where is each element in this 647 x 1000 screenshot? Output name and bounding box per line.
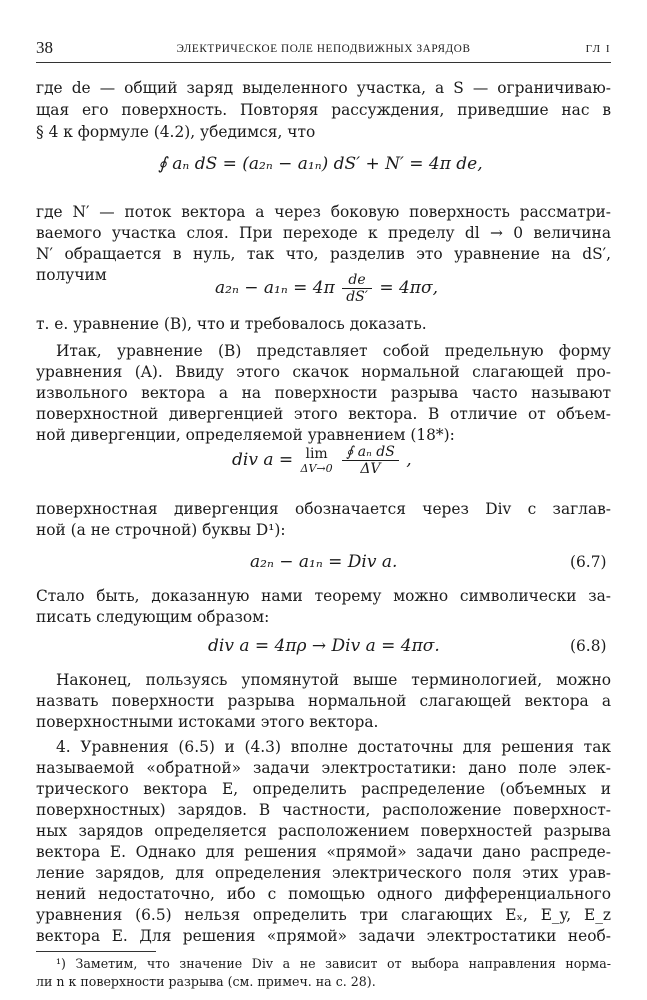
text-line: ваемого участка слоя. При переходе к пределу dl → 0 величина: [36, 224, 611, 242]
text-line: ных зарядов определяется расположением поверхностей разрыва: [36, 822, 611, 840]
equation-jump: [215, 272, 438, 305]
text-line: ной (а не строчной) буквы D¹):: [36, 521, 286, 539]
text-line: Стало быть, доказанную нами теорему можно символически за-: [36, 587, 611, 605]
text-line: извольного вектора a на поверхности разрыва часто называют: [36, 384, 611, 402]
running-title: ЭЛЕКТРИЧЕСКОЕ ПОЛЕ НЕПОДВИЖНЫХ ЗАРЯДОВ: [176, 43, 471, 55]
text-line: уравнения (6.5) нельзя определить три слагающих Eₓ, E_y, E_z: [36, 906, 611, 924]
text-line: Наконец, пользуясь упомянутой выше терминологией, можно: [56, 671, 611, 689]
footnote-line: ¹) Заметим, что значение Div a не зависит от выбора направления норма-: [56, 956, 611, 971]
text-line: поверхностной дивергенцией этого вектора. В отличие от объем-: [36, 405, 611, 423]
text-line: 4. Уравнения (6.5) и (4.3) вполне достаточны для решения так: [56, 738, 611, 756]
text-line: ной дивергенции, определяемой уравнением (18*):: [36, 426, 455, 444]
equation-6-7: a₂ₙ − a₁ₙ = Div a.: [250, 552, 398, 572]
fraction: [342, 272, 372, 305]
text-line: вектора E. Однако для решения «прямой» задачи дано распреде-: [36, 843, 611, 861]
page-number: 38: [36, 38, 53, 57]
equation-number: (6.7): [570, 553, 607, 571]
text-line: т. е. уравнение (B), что и требовалось доказать.: [36, 315, 427, 333]
text-line: поверхностными истоками этого вектора.: [36, 713, 379, 731]
equation-div-end: ,: [406, 450, 412, 470]
equation-jump-left: a₂ₙ − a₁ₙ = 4π: [215, 278, 335, 298]
footnote-rule: [36, 951, 156, 952]
text-line: получим: [36, 266, 107, 284]
text-line: поверхностная дивергенция обозначается через Div с заглав-: [36, 500, 611, 518]
footnote-line: ли n к поверхности разрыва (см. примеч. на с. 28).: [36, 974, 376, 989]
text-line: называемой «обратной» задачи электростатики: дано поле элек-: [36, 759, 611, 777]
text-line: § 4 к формуле (4.2), убедимся, что: [36, 123, 316, 141]
text-line: где de — общий заряд выделенного участка, а S — ограничиваю-: [36, 79, 611, 97]
equation-flux: ∮ aₙ dS = (a₂ₙ − a₁ₙ) dS′ + N′ = 4π de,: [158, 154, 483, 174]
text-line: назвать поверхности разрыва нормальной слагающей вектора a: [36, 692, 611, 710]
fraction-numerator: de: [342, 272, 372, 289]
fraction-numerator: ∮ aₙ dS: [342, 444, 399, 461]
text-line: щая его поверхность. Повторяя рассуждения, приведшие нас в: [36, 101, 611, 119]
text-line: N′ обращается в нуль, так что, разделив это уравнение на dS′,: [36, 245, 611, 263]
equation-divergence: [232, 444, 412, 477]
text-line: поверхностных) зарядов. В частности, расположение поверхност-: [36, 801, 611, 819]
limit-subscript: ΔV→0: [300, 462, 333, 475]
text-line: писать следующим образом:: [36, 608, 270, 626]
equation-jump-right: = 4πσ,: [379, 278, 438, 298]
fraction: [342, 444, 399, 477]
limit: [301, 446, 333, 475]
header-rule: [36, 62, 611, 63]
text-line: нений недостаточно, ибо с помощью одного дифференциального: [36, 885, 611, 903]
text-line: уравнения (A). Ввиду этого скачок нормальной слагающей про-: [36, 363, 611, 381]
text-line: Итак, уравнение (B) представляет собой предельную форму: [56, 342, 611, 360]
limit-label: lim: [305, 446, 328, 462]
text-line: где N′ — поток вектора a через боковую поверхность рассматри-: [36, 203, 611, 221]
text-line: вектора E. Для решения «прямой» задачи электростатики необ-: [36, 927, 611, 945]
fraction-denominator: dS′: [346, 289, 368, 305]
equation-div-left: div a =: [232, 450, 294, 470]
text-line: ление зарядов, для определения электрического поля этих урав-: [36, 864, 611, 882]
text-line: трического вектора E, определить распределение (объемных и: [36, 780, 611, 798]
equation-6-8: div a = 4πρ → Div a = 4πσ.: [208, 636, 440, 656]
equation-number: (6.8): [570, 637, 607, 655]
fraction-denominator: ΔV: [360, 461, 381, 477]
page-header: [36, 38, 611, 62]
chapter-label: ГЛ I: [585, 43, 611, 55]
